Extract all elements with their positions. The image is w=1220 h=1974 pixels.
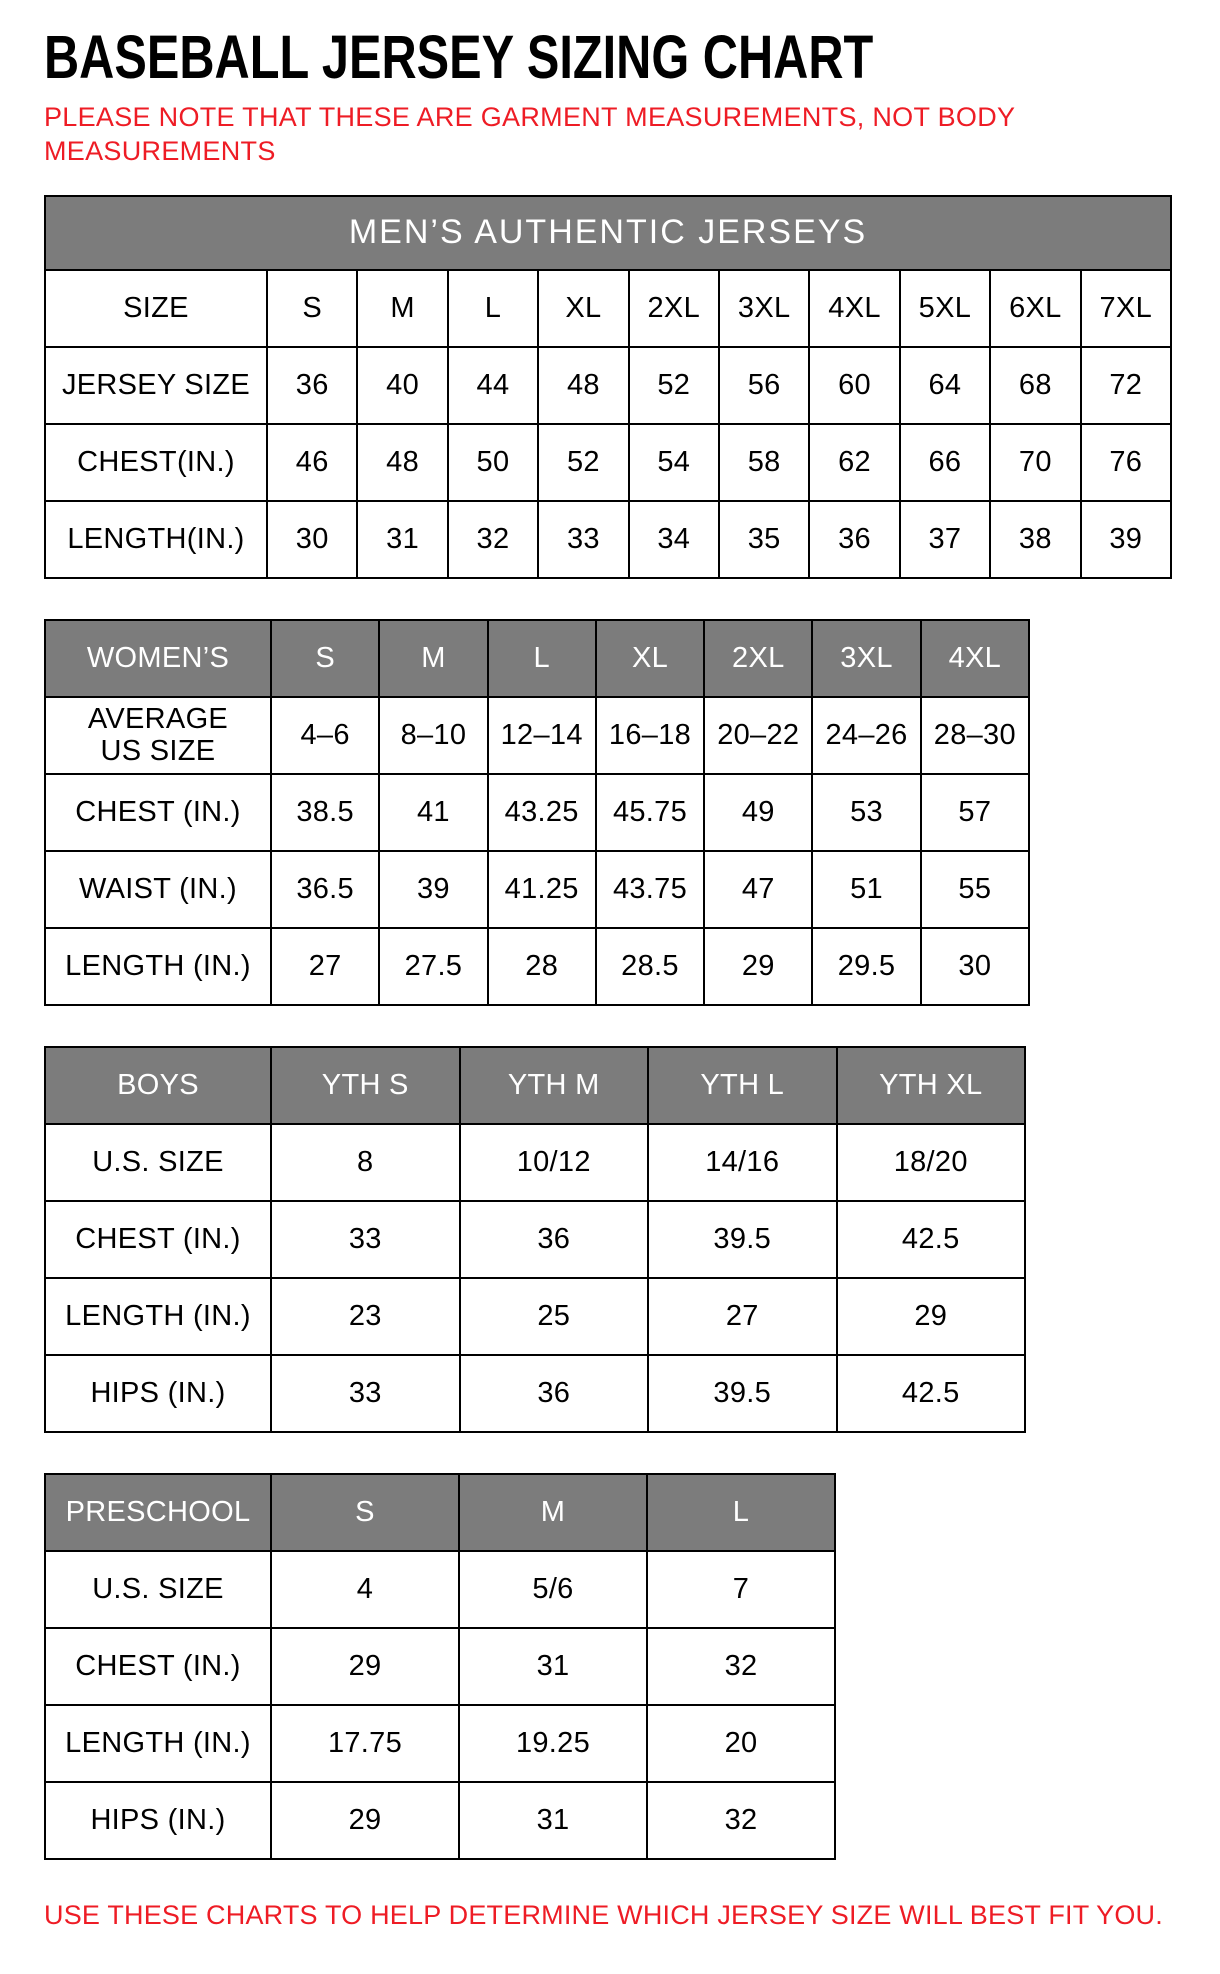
- page-title: BASEBALL JERSEY SIZING CHART: [44, 23, 874, 92]
- value-cell: XL: [538, 270, 628, 347]
- mens-table-section: [44, 195, 1180, 579]
- value-cell: 4: [271, 1551, 459, 1628]
- table-row: [45, 424, 1171, 501]
- row-label: LENGTH (IN.): [45, 1278, 271, 1355]
- size-column-header: 2XL: [704, 620, 812, 697]
- value-cell: 7XL: [1081, 270, 1171, 347]
- table-header-row: [45, 620, 1029, 697]
- row-label: LENGTH (IN.): [45, 1705, 271, 1782]
- size-column-header: M: [379, 620, 487, 697]
- value-cell: 60: [809, 347, 899, 424]
- value-cell: 33: [271, 1201, 460, 1278]
- value-cell: 6XL: [990, 270, 1080, 347]
- value-cell: 44: [448, 347, 538, 424]
- value-cell: 42.5: [837, 1355, 1026, 1432]
- table-row: [45, 501, 1171, 578]
- value-cell: S: [267, 270, 357, 347]
- value-cell: 53: [812, 774, 920, 851]
- footer-note: USE THESE CHARTS TO HELP DETERMINE WHICH JERSEY SIZE WILL BEST FIT YOU.: [44, 1899, 1163, 1930]
- table-row: [45, 1201, 1025, 1278]
- value-cell: 2XL: [629, 270, 719, 347]
- value-cell: 46: [267, 424, 357, 501]
- value-cell: 39: [379, 851, 487, 928]
- value-cell: 50: [448, 424, 538, 501]
- table-row: [45, 697, 1029, 774]
- value-cell: 36: [460, 1355, 649, 1432]
- value-cell: 42.5: [837, 1201, 1026, 1278]
- value-cell: 10/12: [460, 1124, 649, 1201]
- boys-table-section: [44, 1046, 1180, 1433]
- value-cell: 55: [921, 851, 1029, 928]
- value-cell: 4–6: [271, 697, 379, 774]
- value-cell: 12–14: [488, 697, 596, 774]
- value-cell: 39.5: [648, 1355, 837, 1432]
- size-column-header: L: [647, 1474, 835, 1551]
- womens-table-section: [44, 619, 1180, 1006]
- value-cell: 40: [357, 347, 447, 424]
- value-cell: 45.75: [596, 774, 704, 851]
- table-row: [45, 1551, 835, 1628]
- table-row: [45, 1355, 1025, 1432]
- table-row: [45, 1705, 835, 1782]
- value-cell: 36.5: [271, 851, 379, 928]
- sizing-table-womens: [44, 619, 1030, 1006]
- row-label: HIPS (IN.): [45, 1355, 271, 1432]
- size-column-header: YTH XL: [837, 1047, 1026, 1124]
- value-cell: M: [357, 270, 447, 347]
- value-cell: 30: [921, 928, 1029, 1005]
- value-cell: 28–30: [921, 697, 1029, 774]
- table-row: [45, 1782, 835, 1859]
- value-cell: 39: [1081, 501, 1171, 578]
- size-column-header: YTH S: [271, 1047, 460, 1124]
- row-label: U.S. SIZE: [45, 1551, 271, 1628]
- table-row: [45, 270, 1171, 347]
- table-row: [45, 1124, 1025, 1201]
- row-label: WAIST (IN.): [45, 851, 271, 928]
- table-header-row: [45, 1474, 835, 1551]
- value-cell: 27: [648, 1278, 837, 1355]
- table-category-header: PRESCHOOL: [45, 1474, 271, 1551]
- value-cell: 29: [837, 1278, 1026, 1355]
- value-cell: 32: [647, 1782, 835, 1859]
- row-label: LENGTH(IN.): [45, 501, 267, 578]
- row-label: CHEST (IN.): [45, 1628, 271, 1705]
- value-cell: 37: [900, 501, 990, 578]
- sizing-table-preschool: [44, 1473, 836, 1860]
- value-cell: 19.25: [459, 1705, 647, 1782]
- table-category-header: BOYS: [45, 1047, 271, 1124]
- value-cell: 8: [271, 1124, 460, 1201]
- sizing-table-mens: [44, 195, 1172, 579]
- value-cell: 33: [538, 501, 628, 578]
- sizing-table-boys: [44, 1046, 1026, 1433]
- value-cell: 7: [647, 1551, 835, 1628]
- value-cell: 41.25: [488, 851, 596, 928]
- value-cell: 29: [271, 1628, 459, 1705]
- size-column-header: S: [271, 620, 379, 697]
- value-cell: 28.5: [596, 928, 704, 1005]
- preschool-table-section: [44, 1473, 1180, 1860]
- value-cell: 36: [267, 347, 357, 424]
- value-cell: 48: [357, 424, 447, 501]
- value-cell: 51: [812, 851, 920, 928]
- value-cell: 57: [921, 774, 1029, 851]
- value-cell: 38.5: [271, 774, 379, 851]
- row-label: CHEST (IN.): [45, 774, 271, 851]
- value-cell: 16–18: [596, 697, 704, 774]
- value-cell: 41: [379, 774, 487, 851]
- value-cell: 32: [448, 501, 538, 578]
- table-category-header: WOMEN’S: [45, 620, 271, 697]
- value-cell: 23: [271, 1278, 460, 1355]
- value-cell: 43.25: [488, 774, 596, 851]
- value-cell: 20–22: [704, 697, 812, 774]
- row-label: SIZE: [45, 270, 267, 347]
- row-label: U.S. SIZE: [45, 1124, 271, 1201]
- row-label: LENGTH (IN.): [45, 928, 271, 1005]
- row-label: CHEST (IN.): [45, 1201, 271, 1278]
- value-cell: 54: [629, 424, 719, 501]
- value-cell: 31: [459, 1782, 647, 1859]
- garment-measurement-note: PLEASE NOTE THAT THESE ARE GARMENT MEASUREMENTS, NOT BODY MEASUREMENTS: [44, 102, 1015, 166]
- row-label: CHEST(IN.): [45, 424, 267, 501]
- value-cell: 17.75: [271, 1705, 459, 1782]
- table-row: [45, 928, 1029, 1005]
- value-cell: 27: [271, 928, 379, 1005]
- value-cell: 52: [629, 347, 719, 424]
- size-column-header: M: [459, 1474, 647, 1551]
- value-cell: 5/6: [459, 1551, 647, 1628]
- value-cell: 29.5: [812, 928, 920, 1005]
- size-column-header: YTH L: [648, 1047, 837, 1124]
- value-cell: 62: [809, 424, 899, 501]
- value-cell: 8–10: [379, 697, 487, 774]
- size-column-header: L: [488, 620, 596, 697]
- value-cell: 52: [538, 424, 628, 501]
- value-cell: 58: [719, 424, 809, 501]
- value-cell: 70: [990, 424, 1080, 501]
- value-cell: L: [448, 270, 538, 347]
- value-cell: 68: [990, 347, 1080, 424]
- value-cell: 24–26: [812, 697, 920, 774]
- value-cell: 27.5: [379, 928, 487, 1005]
- value-cell: 29: [704, 928, 812, 1005]
- table-row: [45, 1628, 835, 1705]
- row-label: AVERAGE US SIZE: [45, 697, 271, 774]
- value-cell: 66: [900, 424, 990, 501]
- table-row: [45, 1278, 1025, 1355]
- value-cell: 3XL: [719, 270, 809, 347]
- value-cell: 39.5: [648, 1201, 837, 1278]
- table-row: [45, 851, 1029, 928]
- value-cell: 29: [271, 1782, 459, 1859]
- table-title-row: [45, 196, 1171, 270]
- table-row: [45, 347, 1171, 424]
- value-cell: 14/16: [648, 1124, 837, 1201]
- size-column-header: 4XL: [921, 620, 1029, 697]
- value-cell: 56: [719, 347, 809, 424]
- value-cell: 30: [267, 501, 357, 578]
- value-cell: 72: [1081, 347, 1171, 424]
- row-label: HIPS (IN.): [45, 1782, 271, 1859]
- value-cell: 49: [704, 774, 812, 851]
- row-label: JERSEY SIZE: [45, 347, 267, 424]
- value-cell: 64: [900, 347, 990, 424]
- value-cell: 20: [647, 1705, 835, 1782]
- value-cell: 31: [459, 1628, 647, 1705]
- value-cell: 76: [1081, 424, 1171, 501]
- value-cell: 43.75: [596, 851, 704, 928]
- value-cell: 35: [719, 501, 809, 578]
- value-cell: 25: [460, 1278, 649, 1355]
- value-cell: 31: [357, 501, 447, 578]
- value-cell: 34: [629, 501, 719, 578]
- size-column-header: 3XL: [812, 620, 920, 697]
- table-row: [45, 774, 1029, 851]
- value-cell: 38: [990, 501, 1080, 578]
- value-cell: 36: [460, 1201, 649, 1278]
- value-cell: 18/20: [837, 1124, 1026, 1201]
- size-column-header: YTH M: [460, 1047, 649, 1124]
- value-cell: 48: [538, 347, 628, 424]
- value-cell: 28: [488, 928, 596, 1005]
- value-cell: 47: [704, 851, 812, 928]
- value-cell: 32: [647, 1628, 835, 1705]
- table-title: MEN’S AUTHENTIC JERSEYS: [45, 196, 1171, 270]
- size-column-header: XL: [596, 620, 704, 697]
- value-cell: 4XL: [809, 270, 899, 347]
- size-column-header: S: [271, 1474, 459, 1551]
- value-cell: 5XL: [900, 270, 990, 347]
- value-cell: 36: [809, 501, 899, 578]
- value-cell: 33: [271, 1355, 460, 1432]
- table-header-row: [45, 1047, 1025, 1124]
